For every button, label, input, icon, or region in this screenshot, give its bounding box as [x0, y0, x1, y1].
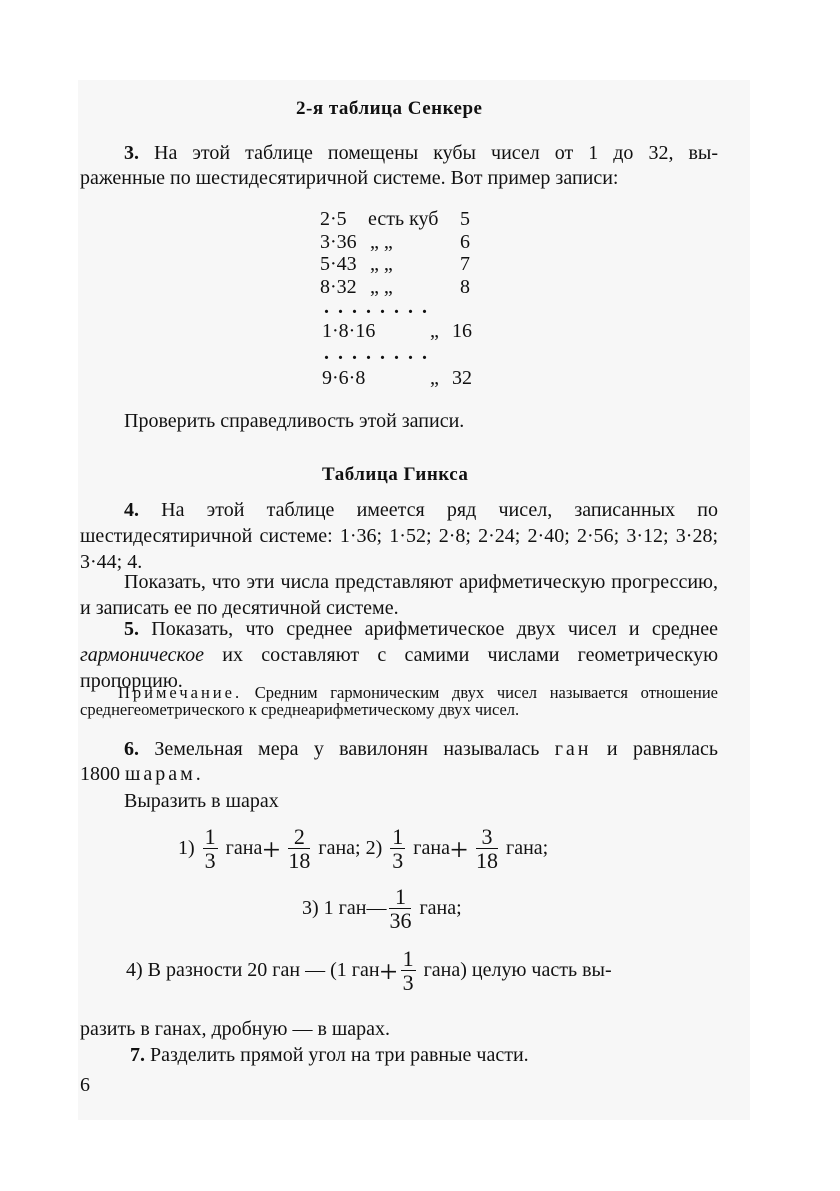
expression-4	[126, 948, 720, 995]
paragraph-text: Показать, что среднее арифметическое двух чисел и среднее	[151, 618, 718, 640]
denominator: 36	[389, 908, 412, 933]
note-label: Примечание.	[118, 683, 243, 702]
denominator: 3	[204, 848, 216, 873]
expr-label: 3)	[302, 897, 319, 920]
section-title-ginks: Таблица Гинкса	[322, 464, 469, 485]
paragraph-number: 4.	[124, 499, 139, 521]
table-row-left: 9·6·8	[322, 367, 366, 389]
paragraph-4-task: Показать, что эти числа представляют арифметическую прогрессию, и записать ее по десятичной системе.	[80, 571, 718, 619]
term-gan: ган	[554, 738, 592, 760]
paragraph-text: и равнялась	[606, 738, 719, 760]
table-row-right: 8	[460, 276, 470, 298]
paragraph-3-line-1	[124, 142, 718, 165]
unit-gana: гана	[413, 837, 450, 860]
table-row-left: 5·43	[320, 253, 357, 275]
numerator: 1	[204, 824, 216, 849]
unit-gana: гана;	[318, 837, 361, 860]
expression-1-2	[178, 826, 548, 873]
unit-gana: гана	[225, 837, 263, 860]
expr-label: 1)	[178, 837, 195, 860]
table-row-mid: есть куб	[368, 208, 439, 230]
paragraph-text: На этой таблице имеется ряд чисел, записанных по шестидесятиричной системе: 1·36; 1·52; 2·8; 2·24; 2·40; 2·56; 3·12; 3·28; 3·44; 4.	[80, 499, 719, 573]
note-text: Средним гармоническим двух чисел называется отношение среднегеометрического к среднеарифметическому двух чисел.	[80, 683, 719, 719]
plus-sign: +	[379, 953, 398, 990]
paragraph-number: 7.	[130, 1044, 145, 1066]
paragraph-7	[130, 1044, 529, 1067]
denominator: 3	[402, 970, 414, 995]
numerator: 1	[402, 946, 414, 971]
paragraph-text: их составляют с самими числами геометрическую пропорцию.	[80, 644, 719, 692]
paragraph-6-line-1	[124, 738, 718, 761]
denominator: 18	[476, 848, 498, 873]
expr-label: 4)	[126, 959, 143, 982]
paragraph-number: 6.	[124, 738, 139, 760]
plus-sign: +	[262, 831, 281, 868]
section-title-senkere: 2-я таблица Сенкере	[296, 98, 483, 119]
fraction	[203, 826, 218, 873]
table-row-mid: „ „	[370, 276, 393, 298]
express-instruction: Выразить в шарах	[124, 790, 279, 812]
page-number: 6	[80, 1074, 90, 1096]
paragraph-6-line-2	[80, 763, 204, 786]
expr-text: В разности 20 ган — (1 ган	[147, 959, 380, 982]
note	[80, 684, 718, 718]
emphasis-harmonic: гармоническое	[80, 644, 204, 666]
fraction	[476, 826, 498, 873]
table-row-right: 16	[452, 320, 472, 342]
expression-3: 3) 1 ган— $\frac{1}{36}$ гана;	[302, 884, 462, 933]
denominator: 3	[392, 848, 404, 873]
paragraph-text: На этой таблице помещены кубы чисел от 1 до 32, вы-	[154, 142, 718, 164]
table-row-left: 2·5	[320, 208, 347, 230]
numerator: 3	[476, 826, 498, 849]
paragraph-4	[80, 497, 718, 575]
table-row-mid: „ „	[370, 253, 393, 275]
denominator: 18	[288, 848, 311, 873]
table-ellipsis-row: ........	[324, 296, 436, 318]
table-row-right: 7	[460, 253, 470, 275]
term-shar: шарам.	[125, 763, 204, 785]
numerator: 1	[389, 886, 411, 909]
numerator: 1	[392, 824, 404, 849]
table-row-right: 5	[460, 208, 470, 230]
paragraph-text: Земельная мера у вавилонян называлась	[154, 738, 540, 760]
table-row-left: 1·8·16	[322, 320, 376, 342]
paragraph-3-line-2: раженные по шестидесятиричной системе. Вот пример записи:	[80, 167, 619, 189]
expression-4-continuation: разить в ганах, дробную — в шарах.	[80, 1018, 391, 1040]
plus-sign: +	[449, 831, 468, 868]
numerator: 2	[288, 826, 310, 849]
number: 1	[323, 897, 334, 920]
paragraph-text: Разделить прямой угол на три равные части.	[150, 1044, 529, 1066]
table-row-left: 3·36	[320, 231, 357, 253]
unit-gan: ган	[338, 897, 367, 920]
unit-gana: гана;	[419, 897, 462, 920]
check-instruction: Проверить справедливость этой записи.	[124, 410, 465, 432]
table-row-mid: „ „	[370, 231, 393, 253]
fraction	[288, 826, 310, 873]
fraction	[401, 948, 416, 995]
table-row-mid: „	[430, 367, 439, 389]
paragraph-number: 5.	[124, 618, 139, 640]
table-row-right: 32	[452, 367, 472, 389]
paragraph-number: 3.	[124, 142, 139, 164]
fraction	[390, 826, 405, 873]
fraction	[389, 886, 411, 933]
expr-label: 2)	[365, 837, 383, 860]
value-1800: 1800	[80, 763, 120, 785]
table-row-mid: „	[430, 320, 439, 342]
unit-gana: гана;	[506, 837, 549, 860]
table-row-right: 6	[460, 231, 470, 253]
table-ellipsis-row: ........	[324, 342, 436, 364]
table-row-left: 8·32	[320, 276, 357, 298]
expr-text: гана) целую часть вы-	[423, 959, 612, 982]
